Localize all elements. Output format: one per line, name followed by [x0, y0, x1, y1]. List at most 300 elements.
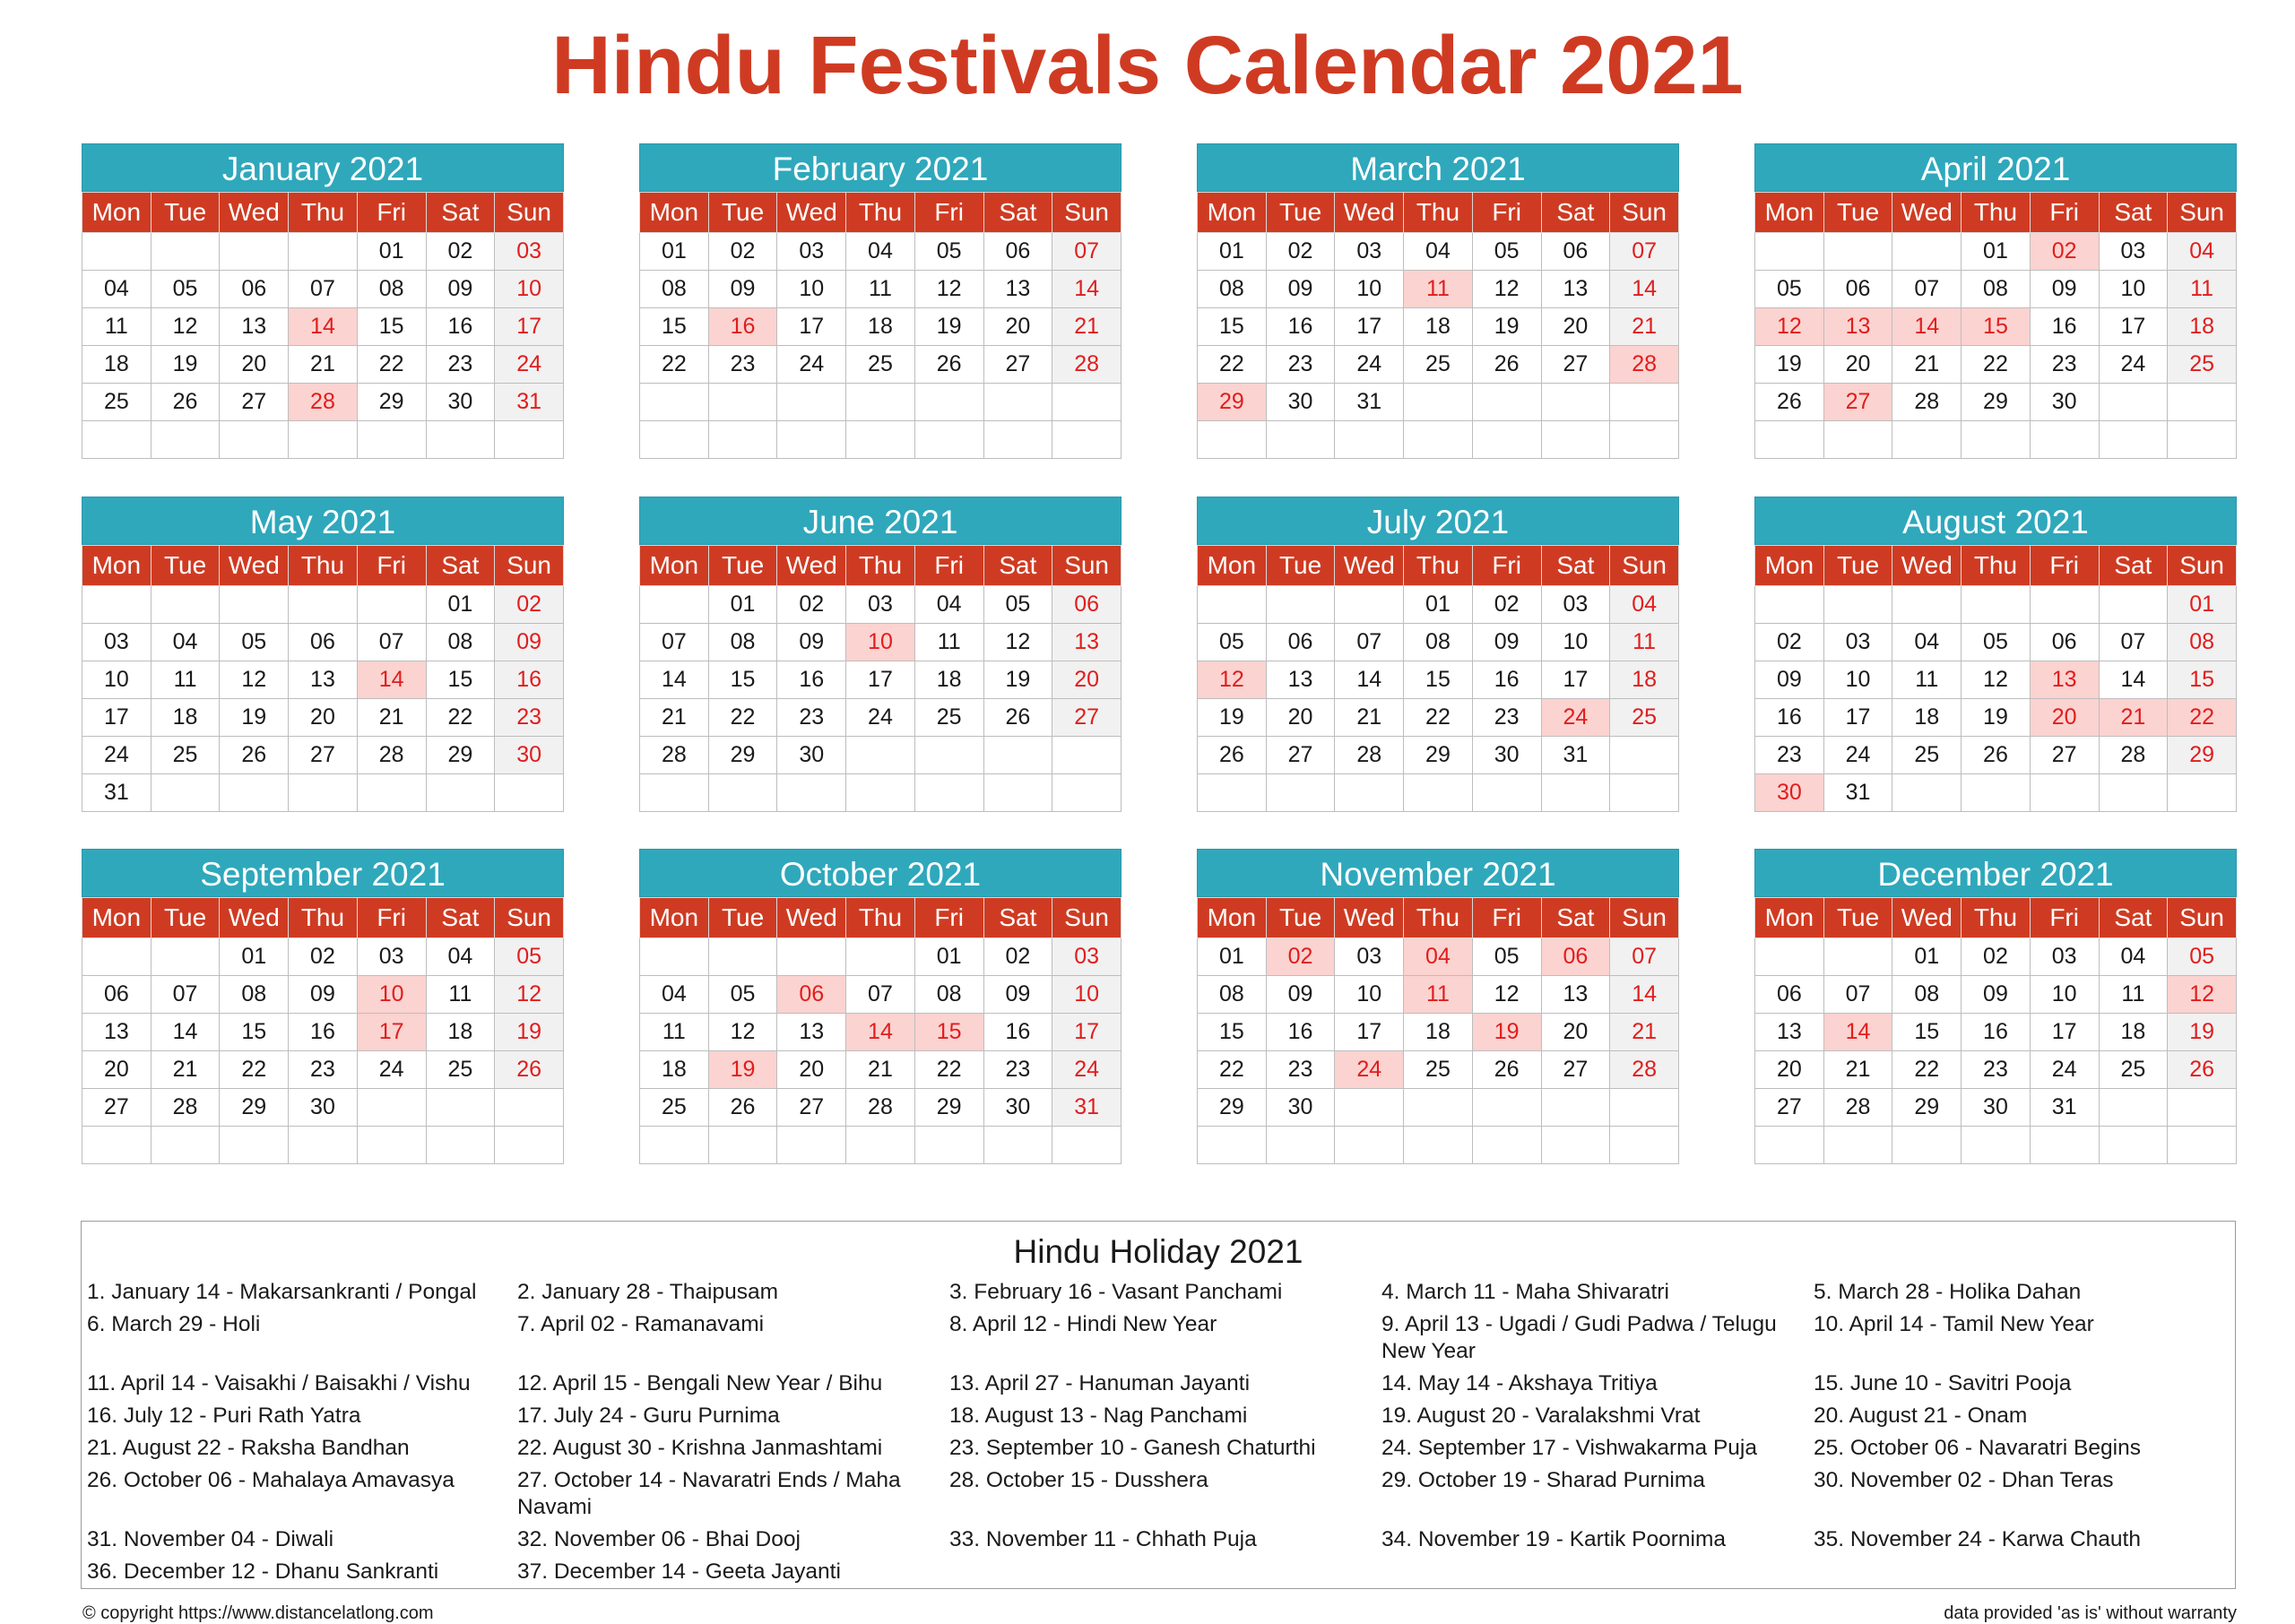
day-cell: 23 [777, 699, 846, 737]
day-cell: 07 [357, 624, 426, 661]
day-cell: 16 [1266, 1014, 1335, 1051]
day-cell: 08 [1892, 976, 1962, 1014]
day-cell [708, 1127, 777, 1164]
day-cell: 15 [708, 661, 777, 699]
day-cell [1823, 1127, 1892, 1164]
day-cell: 12 [1962, 661, 2031, 699]
day-cell [914, 774, 983, 812]
day-cell: 17 [1335, 1014, 1404, 1051]
day-cell: 16 [495, 661, 564, 699]
day-cell: 08 [1198, 976, 1267, 1014]
weekday-header: Mon [82, 546, 152, 586]
day-cell [2099, 421, 2168, 459]
day-cell: 16 [983, 1014, 1052, 1051]
page-title: Hindu Festivals Calendar 2021 [551, 20, 1744, 111]
holiday-list-item: 5. March 28 - Holika Dahan [1814, 1280, 2082, 1304]
day-cell [1052, 737, 1122, 774]
day-cell [357, 1127, 426, 1164]
weekday-header: Wed [1335, 193, 1404, 233]
day-cell: 13 [777, 1014, 846, 1051]
day-cell [289, 586, 358, 624]
day-cell [1404, 1127, 1473, 1164]
month-day-table [82, 897, 564, 1164]
day-cell [1962, 774, 2031, 812]
day-cell: 15 [2168, 661, 2237, 699]
day-cell: 14 [1610, 976, 1679, 1014]
day-cell: 21 [1335, 699, 1404, 737]
day-cell [2030, 586, 2099, 624]
day-cell: 11 [640, 1014, 709, 1051]
day-cell: 28 [1892, 384, 1962, 421]
day-cell: 10 [1541, 624, 1610, 661]
holiday-list-item: 2. January 28 - Thaipusam [517, 1280, 778, 1304]
day-cell: 27 [1823, 384, 1892, 421]
weekday-header-row [1755, 546, 2237, 586]
day-cell: 22 [357, 346, 426, 384]
day-cell: 09 [1755, 661, 1824, 699]
week-row [1198, 1089, 1679, 1127]
day-cell: 08 [1962, 271, 2031, 308]
day-cell [846, 1127, 915, 1164]
day-cell [2030, 1127, 2099, 1164]
month-calendar [639, 143, 1122, 459]
weekday-header-row [1198, 546, 1679, 586]
holiday-list-item: 37. December 14 - Geeta Jayanti [517, 1559, 841, 1584]
day-cell: 10 [2099, 271, 2168, 308]
day-cell: 14 [1052, 271, 1122, 308]
day-cell: 07 [2099, 624, 2168, 661]
day-cell: 20 [1052, 661, 1122, 699]
day-cell: 05 [1472, 233, 1541, 271]
day-cell: 11 [1404, 271, 1473, 308]
day-cell: 06 [1541, 938, 1610, 976]
day-cell: 21 [1610, 308, 1679, 346]
day-cell: 30 [983, 1089, 1052, 1127]
day-cell: 05 [2168, 938, 2237, 976]
weekday-header: Wed [1892, 193, 1962, 233]
day-cell: 01 [640, 233, 709, 271]
day-cell: 29 [1198, 384, 1267, 421]
day-cell [82, 1127, 152, 1164]
day-cell [1472, 1127, 1541, 1164]
day-cell: 08 [708, 624, 777, 661]
day-cell [1198, 421, 1267, 459]
month-day-table [1754, 897, 2237, 1164]
day-cell: 28 [640, 737, 709, 774]
day-cell: 18 [151, 699, 220, 737]
day-cell: 14 [1823, 1014, 1892, 1051]
week-row [640, 308, 1122, 346]
weekday-header: Wed [1892, 546, 1962, 586]
day-cell: 25 [1404, 1051, 1473, 1089]
weekday-header: Sat [1541, 898, 1610, 938]
day-cell: 03 [1335, 938, 1404, 976]
day-cell: 14 [1335, 661, 1404, 699]
weekday-header-row [640, 193, 1122, 233]
month-title: May 2021 [82, 497, 564, 545]
holiday-list-item: 29. October 19 - Sharad Purnima [1381, 1468, 1705, 1492]
day-cell: 06 [220, 271, 289, 308]
weekday-header: Tue [151, 193, 220, 233]
day-cell: 02 [2030, 233, 2099, 271]
day-cell: 17 [1052, 1014, 1122, 1051]
weekday-header: Sat [1541, 193, 1610, 233]
day-cell: 19 [1962, 699, 2031, 737]
day-cell: 05 [151, 271, 220, 308]
week-row [82, 233, 564, 271]
day-cell: 22 [640, 346, 709, 384]
day-cell: 07 [1335, 624, 1404, 661]
day-cell: 11 [1892, 661, 1962, 699]
day-cell: 22 [426, 699, 495, 737]
day-cell [1541, 774, 1610, 812]
week-row [82, 1127, 564, 1164]
week-row [1198, 1127, 1679, 1164]
week-row [1755, 774, 2237, 812]
day-cell [1335, 1127, 1404, 1164]
day-cell [495, 421, 564, 459]
month-day-table [82, 545, 564, 812]
day-cell [777, 774, 846, 812]
day-cell: 04 [1404, 938, 1473, 976]
day-cell: 02 [1962, 938, 2031, 976]
day-cell [1404, 421, 1473, 459]
day-cell: 10 [357, 976, 426, 1014]
day-cell: 04 [1892, 624, 1962, 661]
holiday-list-item: 13. April 27 - Hanuman Jayanti [949, 1371, 1251, 1395]
day-cell: 18 [1404, 1014, 1473, 1051]
weekday-header: Sun [1610, 898, 1679, 938]
day-cell [1335, 421, 1404, 459]
day-cell: 22 [2168, 699, 2237, 737]
month-title: August 2021 [1754, 497, 2237, 545]
day-cell [1472, 384, 1541, 421]
weekday-header: Tue [1266, 193, 1335, 233]
day-cell: 15 [640, 308, 709, 346]
month-title: March 2021 [1197, 143, 1679, 192]
day-cell: 22 [1892, 1051, 1962, 1089]
day-cell: 09 [1266, 271, 1335, 308]
day-cell [1892, 774, 1962, 812]
weekday-header: Fri [2030, 193, 2099, 233]
day-cell: 27 [1052, 699, 1122, 737]
day-cell: 19 [2168, 1014, 2237, 1051]
day-cell: 17 [1823, 699, 1892, 737]
week-row [640, 699, 1122, 737]
weekday-header: Fri [1472, 193, 1541, 233]
day-cell [1541, 1089, 1610, 1127]
day-cell: 12 [220, 661, 289, 699]
day-cell: 03 [495, 233, 564, 271]
day-cell [846, 938, 915, 976]
weekday-header: Wed [777, 193, 846, 233]
day-cell: 13 [1266, 661, 1335, 699]
day-cell: 16 [777, 661, 846, 699]
day-cell [82, 938, 152, 976]
weekday-header: Mon [1755, 193, 1824, 233]
day-cell: 19 [1755, 346, 1824, 384]
day-cell [82, 233, 152, 271]
day-cell: 07 [151, 976, 220, 1014]
week-row [640, 384, 1122, 421]
day-cell [1052, 1127, 1122, 1164]
day-cell: 10 [1052, 976, 1122, 1014]
week-row [1198, 976, 1679, 1014]
holiday-list-item: 10. April 14 - Tamil New Year [1814, 1312, 2094, 1336]
day-cell: 11 [1404, 976, 1473, 1014]
week-row [640, 346, 1122, 384]
day-cell: 30 [2030, 384, 2099, 421]
day-cell: 05 [1472, 938, 1541, 976]
weekday-header-row [82, 193, 564, 233]
day-cell: 23 [983, 1051, 1052, 1089]
day-cell: 03 [1335, 233, 1404, 271]
weekday-header: Mon [640, 193, 709, 233]
day-cell: 28 [1610, 1051, 1679, 1089]
day-cell: 09 [777, 624, 846, 661]
week-row [1755, 624, 2237, 661]
day-cell: 05 [983, 586, 1052, 624]
day-cell: 01 [1962, 233, 2031, 271]
day-cell: 19 [1472, 1014, 1541, 1051]
day-cell [777, 421, 846, 459]
weekday-header: Thu [289, 193, 358, 233]
day-cell: 16 [1472, 661, 1541, 699]
weekday-header: Sun [1610, 193, 1679, 233]
day-cell: 24 [2030, 1051, 2099, 1089]
day-cell: 30 [495, 737, 564, 774]
day-cell: 09 [983, 976, 1052, 1014]
week-row [1198, 938, 1679, 976]
weekday-header: Sun [2168, 193, 2237, 233]
day-cell: 08 [914, 976, 983, 1014]
month-calendar [639, 849, 1122, 1164]
week-row [640, 1127, 1122, 1164]
day-cell: 18 [2168, 308, 2237, 346]
day-cell: 17 [777, 308, 846, 346]
day-cell: 02 [777, 586, 846, 624]
holiday-list-item: 21. August 22 - Raksha Bandhan [87, 1436, 410, 1460]
day-cell [1198, 1127, 1267, 1164]
day-cell: 10 [495, 271, 564, 308]
day-cell: 27 [1266, 737, 1335, 774]
month-title: November 2021 [1197, 849, 1679, 897]
day-cell [1610, 737, 1679, 774]
holiday-list-item: 30. November 02 - Dhan Teras [1814, 1468, 2114, 1492]
day-cell [1052, 421, 1122, 459]
day-cell: 04 [426, 938, 495, 976]
week-row [1755, 346, 2237, 384]
day-cell [220, 774, 289, 812]
day-cell [495, 1127, 564, 1164]
day-cell: 06 [289, 624, 358, 661]
day-cell: 20 [2030, 699, 2099, 737]
day-cell: 27 [777, 1089, 846, 1127]
day-cell: 06 [1052, 586, 1122, 624]
day-cell [640, 586, 709, 624]
day-cell: 10 [82, 661, 152, 699]
weekday-header: Fri [914, 898, 983, 938]
weekday-header: Thu [1404, 898, 1473, 938]
day-cell [82, 421, 152, 459]
day-cell: 01 [357, 233, 426, 271]
day-cell: 17 [1335, 308, 1404, 346]
day-cell: 14 [846, 1014, 915, 1051]
day-cell [1472, 774, 1541, 812]
day-cell: 29 [914, 1089, 983, 1127]
week-row [82, 271, 564, 308]
day-cell: 06 [1755, 976, 1824, 1014]
day-cell: 22 [1198, 1051, 1267, 1089]
day-cell [640, 774, 709, 812]
week-row [1755, 737, 2237, 774]
day-cell: 03 [82, 624, 152, 661]
day-cell: 27 [82, 1089, 152, 1127]
week-row [640, 421, 1122, 459]
day-cell: 23 [289, 1051, 358, 1089]
week-row [1198, 774, 1679, 812]
day-cell: 09 [426, 271, 495, 308]
weekday-header: Fri [914, 546, 983, 586]
day-cell: 14 [151, 1014, 220, 1051]
day-cell: 24 [1335, 1051, 1404, 1089]
day-cell: 30 [777, 737, 846, 774]
day-cell: 17 [2099, 308, 2168, 346]
day-cell: 22 [220, 1051, 289, 1089]
day-cell: 01 [1198, 233, 1267, 271]
weekday-header: Thu [846, 898, 915, 938]
day-cell: 03 [846, 586, 915, 624]
week-row [1755, 938, 2237, 976]
day-cell [2099, 384, 2168, 421]
day-cell [708, 774, 777, 812]
holiday-list-item: 32. November 06 - Bhai Dooj [517, 1527, 801, 1551]
day-cell [1266, 1127, 1335, 1164]
weekday-header: Sat [426, 546, 495, 586]
week-row [82, 1014, 564, 1051]
weekday-header: Tue [1823, 546, 1892, 586]
day-cell: 18 [914, 661, 983, 699]
day-cell: 13 [1755, 1014, 1824, 1051]
day-cell: 16 [289, 1014, 358, 1051]
week-row [82, 661, 564, 699]
day-cell [82, 586, 152, 624]
month-day-table [82, 192, 564, 459]
day-cell: 21 [289, 346, 358, 384]
day-cell [151, 586, 220, 624]
day-cell: 02 [495, 586, 564, 624]
day-cell: 27 [220, 384, 289, 421]
day-cell [1823, 938, 1892, 976]
day-cell [1404, 384, 1473, 421]
holiday-list-item: 25. October 06 - Navaratri Begins [1814, 1436, 2141, 1460]
day-cell: 20 [1823, 346, 1892, 384]
day-cell: 17 [846, 661, 915, 699]
weekday-header: Fri [1472, 546, 1541, 586]
day-cell: 18 [640, 1051, 709, 1089]
weekday-header: Fri [357, 193, 426, 233]
day-cell: 29 [708, 737, 777, 774]
holiday-list-item: 8. April 12 - Hindi New Year [949, 1312, 1217, 1336]
day-cell [983, 421, 1052, 459]
day-cell: 08 [2168, 624, 2237, 661]
day-cell: 04 [914, 586, 983, 624]
holiday-list-item: 27. October 14 - Navaratri Ends / Maha Navami [517, 1468, 901, 1519]
day-cell: 25 [640, 1089, 709, 1127]
day-cell [1755, 938, 1824, 976]
week-row [82, 774, 564, 812]
day-cell: 06 [777, 976, 846, 1014]
holiday-list-panel [81, 1221, 2236, 1589]
day-cell: 05 [220, 624, 289, 661]
day-cell: 15 [1198, 1014, 1267, 1051]
day-cell [151, 233, 220, 271]
day-cell: 01 [1404, 586, 1473, 624]
day-cell: 27 [2030, 737, 2099, 774]
day-cell: 28 [1610, 346, 1679, 384]
day-cell: 18 [1404, 308, 1473, 346]
day-cell: 02 [983, 938, 1052, 976]
weekday-header: Mon [1198, 898, 1267, 938]
day-cell [289, 774, 358, 812]
day-cell [151, 421, 220, 459]
week-row [1198, 624, 1679, 661]
week-row [1198, 699, 1679, 737]
month-day-table [1754, 545, 2237, 812]
day-cell: 18 [2099, 1014, 2168, 1051]
day-cell: 01 [914, 938, 983, 976]
holiday-list-item: 18. August 13 - Nag Panchami [949, 1404, 1248, 1428]
month-title: June 2021 [639, 497, 1122, 545]
day-cell: 26 [708, 1089, 777, 1127]
holiday-list-item: 19. August 20 - Varalakshmi Vrat [1381, 1404, 1701, 1428]
day-cell: 26 [151, 384, 220, 421]
weekday-header: Sat [2099, 546, 2168, 586]
month-day-table [1197, 897, 1679, 1164]
day-cell: 15 [1892, 1014, 1962, 1051]
day-cell: 20 [220, 346, 289, 384]
holiday-list-item: 1. January 14 - Makarsankranti / Pongal [87, 1280, 477, 1304]
day-cell: 11 [914, 624, 983, 661]
day-cell: 24 [2099, 346, 2168, 384]
week-row [82, 699, 564, 737]
weekday-header: Sun [1052, 546, 1122, 586]
weekday-header: Wed [220, 193, 289, 233]
day-cell: 06 [1823, 271, 1892, 308]
day-cell: 10 [777, 271, 846, 308]
week-row [1755, 661, 2237, 699]
day-cell: 24 [495, 346, 564, 384]
holiday-list-item: 14. May 14 - Akshaya Tritiya [1381, 1371, 1658, 1395]
month-calendar [82, 497, 564, 812]
day-cell: 09 [495, 624, 564, 661]
day-cell: 13 [220, 308, 289, 346]
day-cell: 25 [1892, 737, 1962, 774]
holiday-list-item: 22. August 30 - Krishna Janmashtami [517, 1436, 883, 1460]
day-cell: 20 [82, 1051, 152, 1089]
day-cell [846, 384, 915, 421]
holiday-list-item: 36. December 12 - Dhanu Sankranti [87, 1559, 439, 1584]
day-cell [1472, 421, 1541, 459]
week-row [1755, 1051, 2237, 1089]
day-cell: 30 [289, 1089, 358, 1127]
month-title: December 2021 [1754, 849, 2237, 897]
month-title: July 2021 [1197, 497, 1679, 545]
weekday-header: Tue [1823, 193, 1892, 233]
day-cell: 15 [426, 661, 495, 699]
day-cell: 21 [151, 1051, 220, 1089]
weekday-header-row [82, 898, 564, 938]
